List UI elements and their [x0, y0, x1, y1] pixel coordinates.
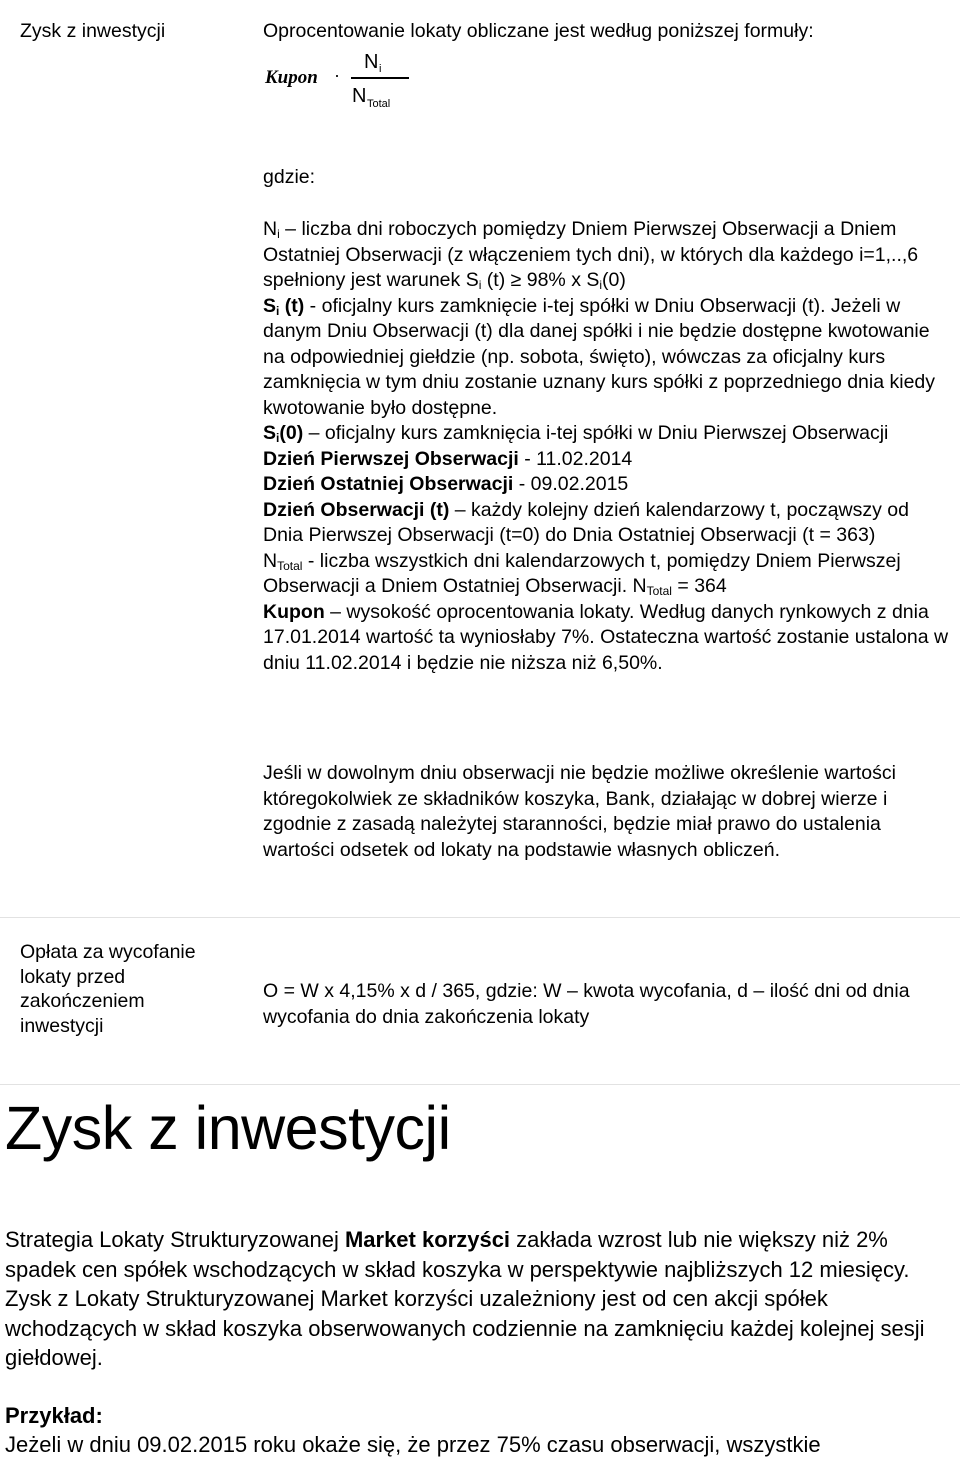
first-observation-day: Dzień Pierwszej Obserwacji - 11.02.2014	[263, 447, 633, 470]
definition-ntotal: $N_{Total}$ - liczba wszystkich dni kalendarzowych t, pomiędzy Dniem Pierwszej Obserwacji a Dniem Ostatniej Obserwacji. $N_{Total} = 364$	[263, 549, 901, 598]
strategy-paragraph: Strategia Lokaty Strukturyzowanej Market korzyści zakłada wzrost lub nie większy niż 2% spadek cen spółek wschodzących w skład koszyka w perspektywie najbliższych 12 miesięcy. Zysk z Lokaty Strukturyzowanej Market korzyści uzależniony jest od cen akcji spółek wchodzących w skład koszyka obserwowanych codziennie na zamknięciu każdej kolejnej sesji giełdowej.	[5, 1227, 925, 1370]
definition-si: $S_i$ (t) - oficjalny kurs zamknięcie i-tej spółki w Dniu Obserwacji (t). Jeżeli w danym Dniu Obserwacji (t) dla danej spółki i nie będzie dostępne kwotowanie na odpowiedniej giełdzie (np. sobota, święto), wówczas za oficjalny kurs zamknięcia w tym dniu zostanie uznany kurs spółki z poprzedniego dnia kiedy kwotowanie było dostępne.	[263, 294, 936, 419]
definitions	[263, 217, 953, 676]
row-label-zysk: Zysk z inwestycji	[20, 20, 166, 42]
withdrawal-fee-formula: O = W x 4,15% x d / 365, gdzie: W – kwota wycofania, d – ilość dni od dnia wycofania do dnia zakończenia lokaty	[263, 980, 910, 1028]
table-row-withdrawal-fee	[0, 918, 960, 1084]
coupon-formula-image	[263, 50, 413, 112]
section-title: Zysk z inwestycji	[5, 1094, 451, 1162]
example-text: Jeżeli w dniu 09.02.2015 roku okaże się, że przez 75% czasu obserwacji, wszystkie	[5, 1432, 821, 1457]
last-observation-day: Dzień Ostatniej Obserwacji - 09.02.2015	[263, 473, 629, 495]
formula-dot: ·	[334, 65, 340, 85]
definition-s0: $S_i(0)$ – oficjalny kurs zamknięcia i-tej spółki w Dniu Pierwszej Obserwacji	[263, 422, 889, 445]
table-bottom-divider	[0, 1084, 960, 1085]
formula-intro: Oprocentowanie lokaty obliczane jest według poniższej formuły:	[263, 20, 814, 42]
formula-denominator: N	[352, 85, 367, 107]
bank-fallback-paragraph: Jeśli w dowolnym dniu obserwacji nie będzie możliwe określenie wartości któregokolwiek ze składników koszyka, Bank, działając w dobrej wierze i zgodnie z zasadą należytej staranności, będzie miał prawo do ustalenia wartości odsetek od lokaty na podstawie własnych obliczeń.	[263, 762, 896, 861]
formula-numerator-sub: i	[379, 63, 382, 75]
definition-ni: $N_i$ – liczba dni roboczych pomiędzy Dniem Pierwszej Obserwacji a Dniem Ostatniej Obserwacji (z włączeniem tych dni), w których dla każdego i=1,..,6 spełniony jest warunek $S_i$ (t) ≥ 98% x $S_i(0)$	[263, 218, 919, 292]
gdzie-label: gdzie:	[263, 166, 316, 188]
definition-kupon: Kupon – wysokość oprocentowania lokaty. Według danych rynkowych z dnia 17.01.2014 wartość ta wyniosłaby 7%. Ostateczna wartość zostanie ustalona w dniu 11.02.2014 i będzie nie niższa niż 6,50%.	[263, 600, 949, 674]
row-label-withdrawal-fee: Opłata za wycofanie lokaty przed zakończeniem inwestycji	[20, 941, 196, 1037]
formula-denominator-sub: Total	[367, 98, 391, 110]
definition-observation-day: Dzień Obserwacji (t) – każdy kolejny dzień kalendarzowy t, począwszy od Dnia Pierwszej Obserwacji (t=0) do Dnia Ostatniej Obserwacji (t = 363)	[263, 498, 909, 546]
formula-numerator: N	[364, 51, 379, 73]
formula-kupon: Kupon	[265, 67, 318, 88]
example-label: Przykład:	[5, 1403, 103, 1428]
